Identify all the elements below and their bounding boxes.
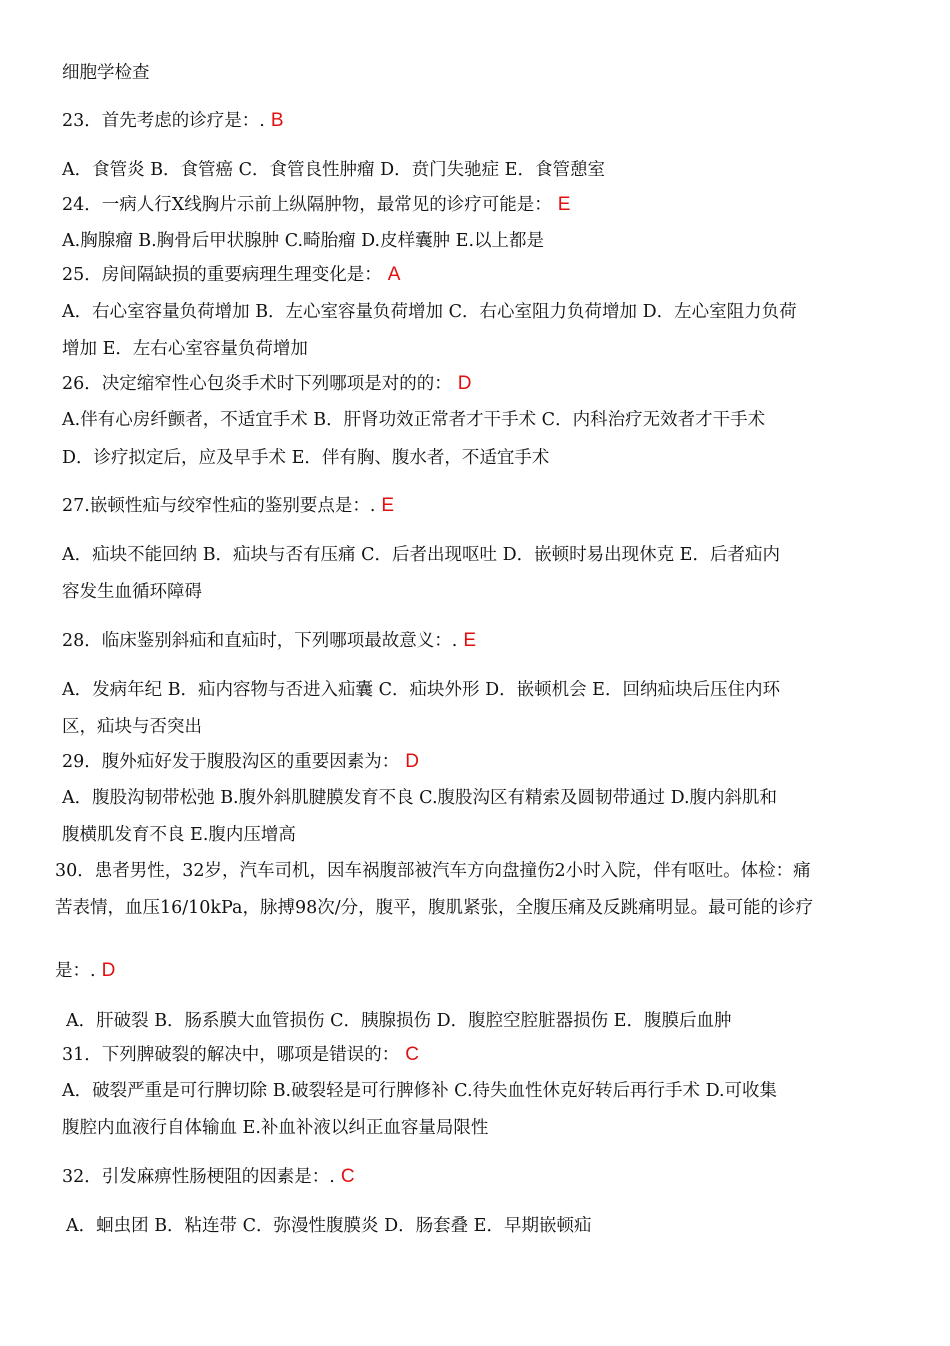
- question-26: [62, 373, 472, 395]
- question-text: 29．腹外疝好发于腹股沟区的重要因素为：: [62, 752, 400, 772]
- answer-mark: E: [381, 495, 395, 516]
- question-text: 32．引发麻痹性肠梗阻的因素是：.: [62, 1167, 335, 1187]
- question-text: 23．首先考虑的诊疗是：.: [62, 111, 265, 131]
- question-23: [62, 110, 284, 132]
- options-31-line-1: A．破裂严重是可行脾切除 B.破裂轻是可行脾修补 C.待失血性休克好转后再行手术 D.可收集: [62, 1081, 778, 1101]
- question-27: [62, 495, 394, 517]
- question-24: [62, 194, 570, 216]
- question-text: 31．下列脾破裂的解决中，哪项是错误的：: [62, 1045, 400, 1065]
- options-28-line-1: A．发病年纪 B．疝内容物与否进入疝囊 C．疝块外形 D．嵌顿机会 E．回纳疝块后压住内环: [62, 680, 780, 700]
- options-24-line-1: A.胸腺瘤 B.胸骨后甲状腺肿 C.畸胎瘤 D.皮样囊肿 E.以上都是: [62, 231, 545, 251]
- answer-mark: A: [387, 264, 401, 285]
- question-30-line-1: 30．患者男性，32岁，汽车司机，因车祸腹部被汽车方向盘撞伤2小时入院，伴有呕吐。体检：痛: [55, 861, 811, 881]
- options-25-line-2: 增加 E．左右心室容量负荷增加: [62, 339, 308, 359]
- question-text: 28．临床鉴别斜疝和直疝时，下列哪项最故意义：.: [62, 631, 458, 651]
- options-29-line-1: A．腹股沟韧带松弛 B.腹外斜肌腱膜发育不良 C.腹股沟区有精索及圆韧带通过 D.腹内斜肌和: [62, 788, 778, 808]
- question-text: 26．决定缩窄性心包炎手术时下列哪项是对的的：: [62, 374, 452, 394]
- options-28-line-2: 区，疝块与否突出: [62, 717, 202, 737]
- question-29: [62, 751, 419, 773]
- options-26-line-1: A.伴有心房纤颤者，不适宜手术 B．肝肾功效正常者才干手术 C．内科治疗无效者才干手术: [62, 410, 766, 430]
- answer-mark: D: [101, 960, 116, 981]
- options-26-line-2: D．诊疗拟定后，应及早手术 E．伴有胸、腹水者，不适宜手术: [62, 448, 550, 468]
- answer-mark: C: [340, 1166, 355, 1187]
- options-23-line-1: A．食管炎 B．食管癌 C．食管良性肿瘤 D．贲门失驰症 E．食管憩室: [62, 160, 605, 180]
- answer-mark: D: [457, 373, 472, 394]
- answer-mark: D: [405, 751, 420, 772]
- options-30-line-1: A．肝破裂 B．肠系膜大血管损伤 C．胰腺损伤 D．腹腔空腔脏器损伤 E．腹膜后血肿: [66, 1011, 732, 1031]
- question-31: [62, 1044, 419, 1066]
- question-text: 27.嵌顿性疝与绞窄性疝的鉴别要点是：.: [62, 496, 376, 516]
- options-31-line-2: 腹腔内血液行自体输血 E.补血补液以纠正血容量局限性: [62, 1118, 489, 1138]
- options-27-line-2: 容发生血循环障碍: [62, 582, 202, 602]
- answer-mark: C: [405, 1044, 420, 1065]
- question-28: [62, 630, 476, 652]
- question-text: 24．一病人行X线胸片示前上纵隔肿物，最常见的诊疗可能是：: [62, 195, 552, 215]
- question-text: 25．房间隔缺损的重要病理生理变化是：: [62, 265, 382, 285]
- intro-text: 细胞学检查: [62, 63, 150, 83]
- options-29-line-2: 腹横肌发育不良 E.腹内压增高: [62, 825, 296, 845]
- question-30-line-3: [55, 960, 115, 982]
- answer-mark: E: [557, 194, 571, 215]
- options-25-line-1: A．右心室容量负荷增加 B．左心室容量负荷增加 C．右心室阻力负荷增加 D．左心室阻力负荷: [62, 302, 797, 322]
- answer-mark: E: [463, 630, 477, 651]
- answer-mark: B: [270, 110, 284, 131]
- question-text: 是：.: [55, 961, 96, 981]
- question-30-line-2: 苦表情，血压16/10kPa，脉搏98次/分，腹平，腹肌紧张，全腹压痛及反跳痛明显。最可能的诊疗: [55, 898, 814, 918]
- options-27-line-1: A．疝块不能回纳 B．疝块与否有压痛 C．后者出现呕吐 D．嵌顿时易出现休克 E．后者疝内: [62, 545, 780, 565]
- options-32-line-1: A．蛔虫团 B．粘连带 C．弥漫性腹膜炎 D．肠套叠 E．早期嵌顿疝: [66, 1216, 592, 1236]
- question-32: [62, 1166, 355, 1188]
- question-25: [62, 264, 400, 286]
